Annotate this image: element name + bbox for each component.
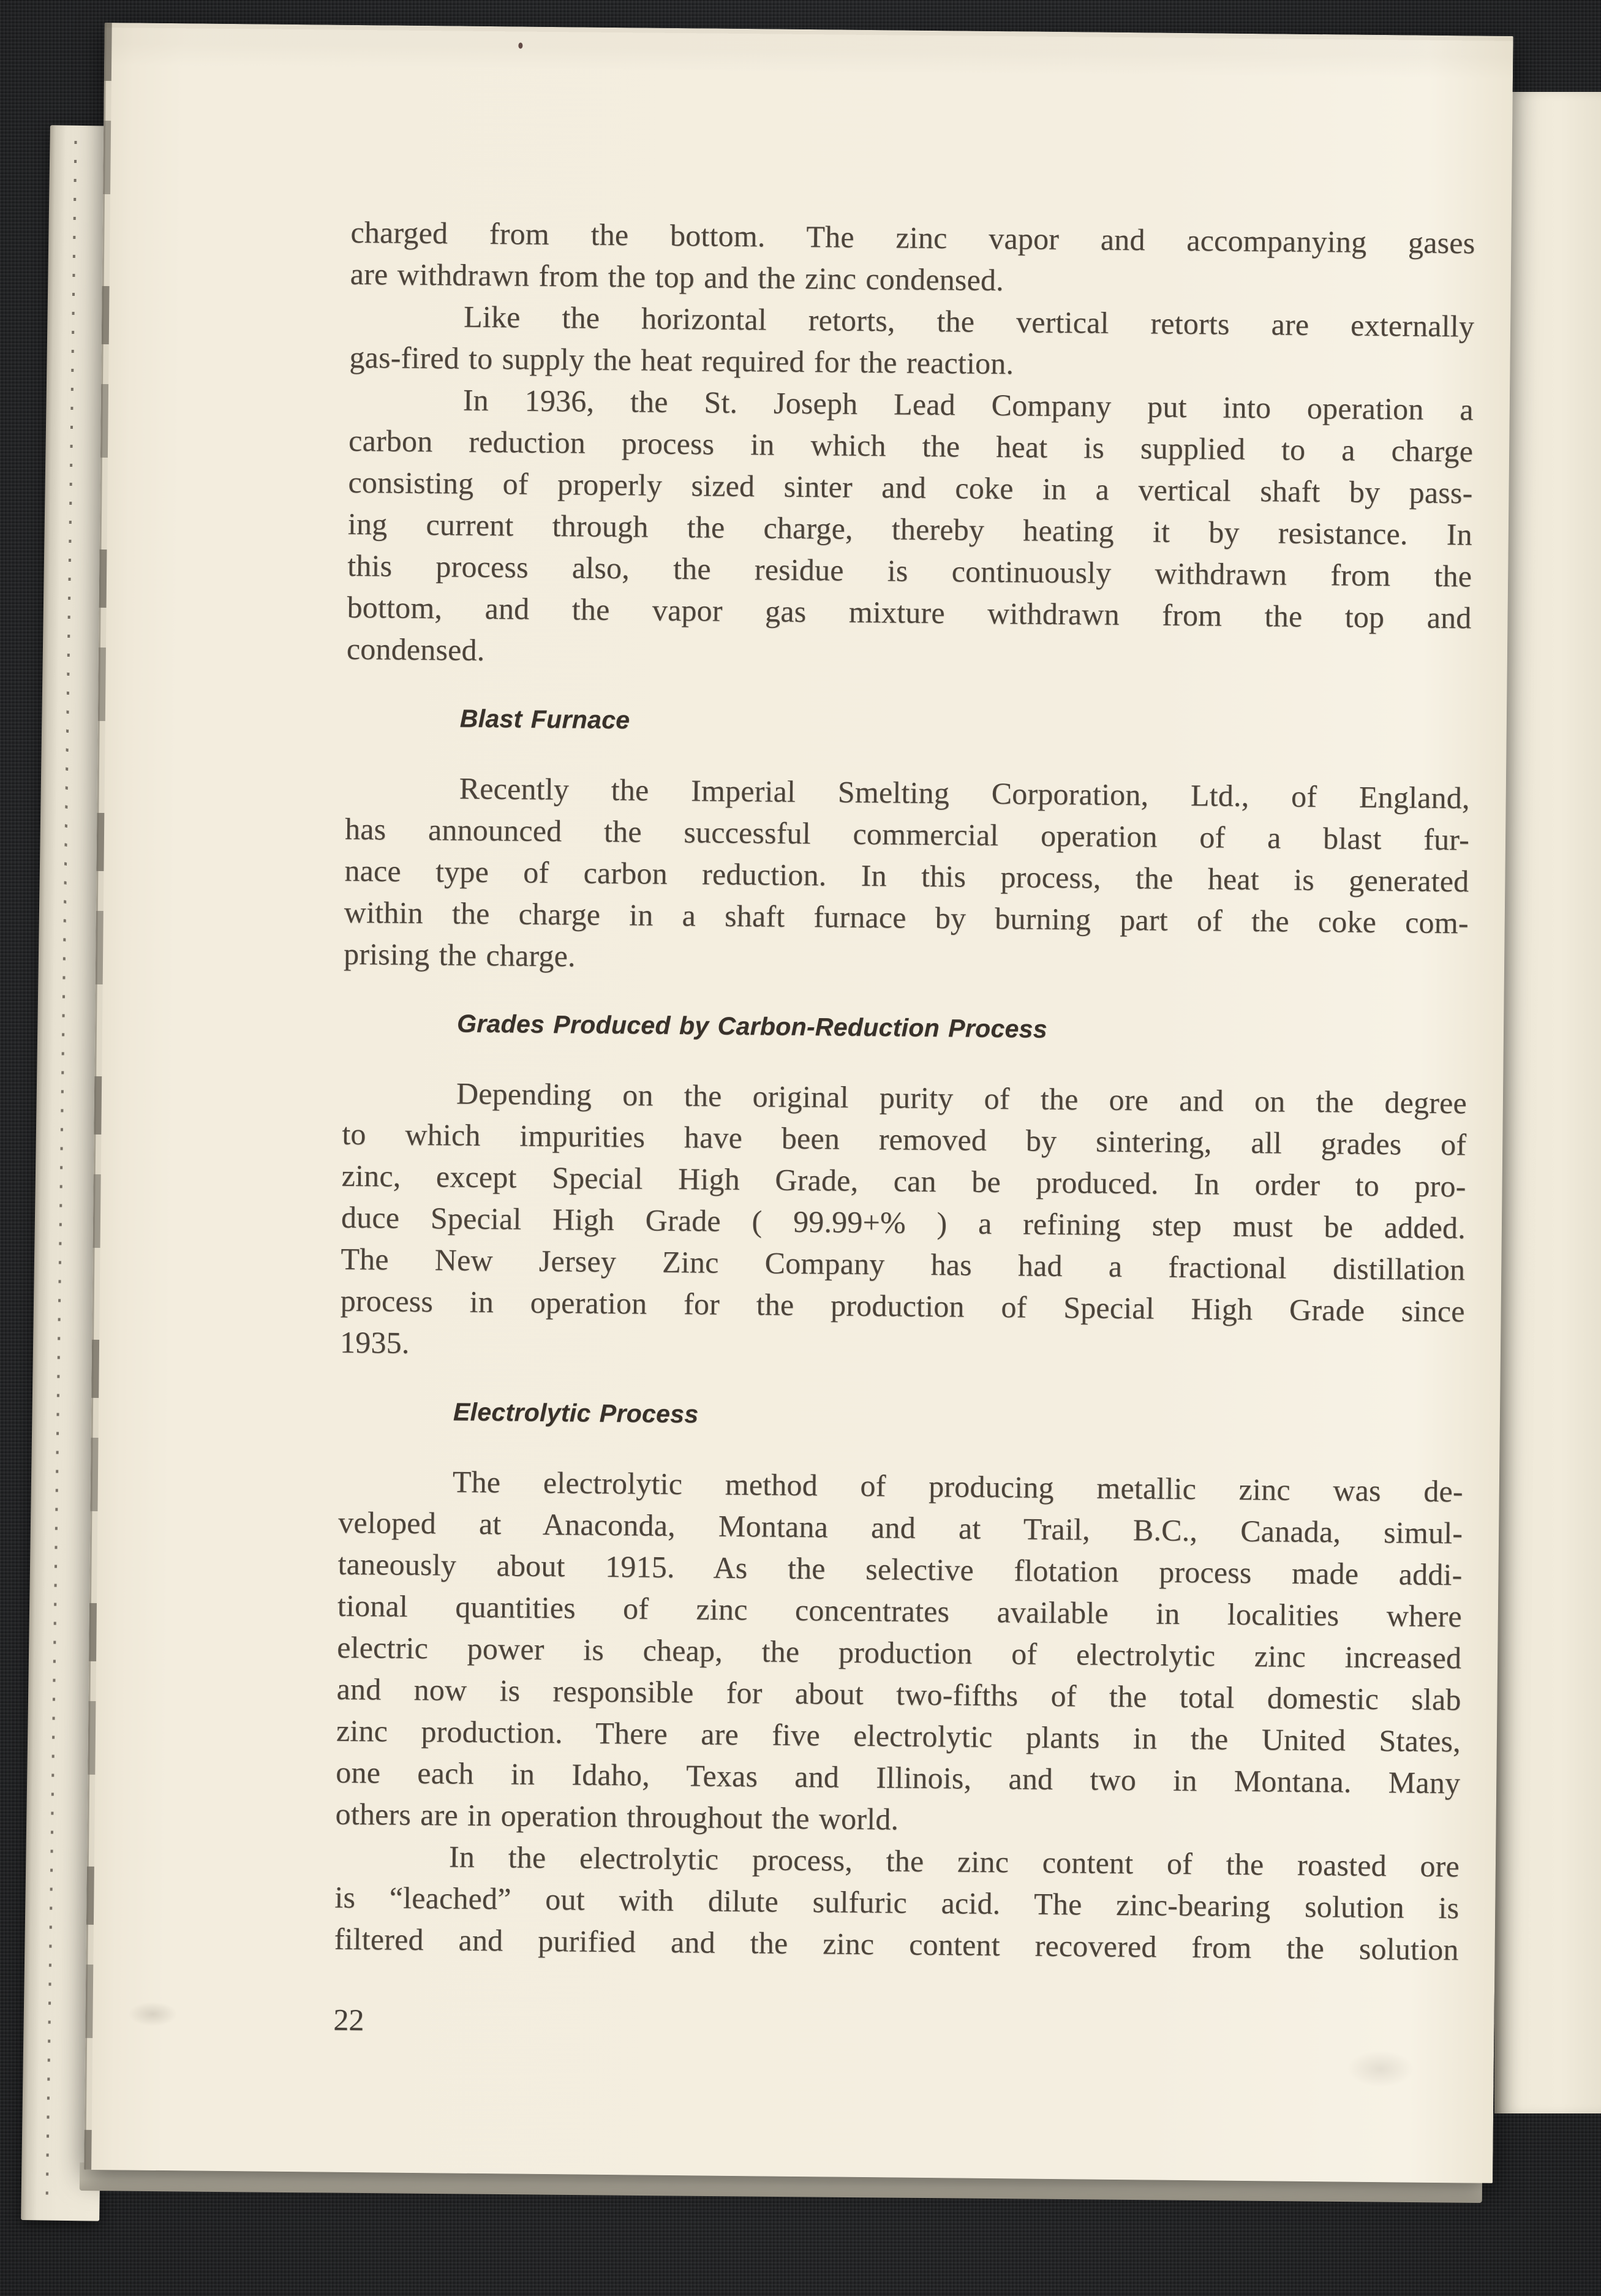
text-line: tional quantities of zinc concentrates available in localities where — [337, 1588, 1463, 1634]
text-line: is “leached” out with dilute sulfuric acid. The zinc-bearing solution is — [334, 1879, 1460, 1925]
text-line: 1935. — [339, 1324, 410, 1360]
section-heading: Blast Furnace — [459, 704, 630, 734]
paper-smudge — [1346, 2050, 1414, 2088]
text-line: one each in Idaho, Texas and Illinois, and two in Montana. Many — [336, 1754, 1461, 1800]
binding-dots — [45, 141, 77, 2208]
section-heading: Grades Produced by Carbon-Reduction Process — [456, 1009, 1048, 1043]
text-line: In the electrolytic process, the zinc content of the roasted ore — [448, 1839, 1460, 1884]
page-number-folio: 22 — [333, 2002, 364, 2037]
text-line: bottom, and the vapor gas mixture withdrawn from the top and — [347, 589, 1472, 635]
text-line: and now is responsible for about two-fifths of the total domestic slab — [336, 1671, 1461, 1717]
text-line: prising the charge. — [343, 936, 576, 973]
text-line: has announced the successful commercial operation of a blast fur- — [344, 811, 1470, 857]
text-line: are withdrawn from the top and the zinc condensed. — [350, 256, 1004, 298]
text-line: to which impurities have been removed by sintering, all grades of — [342, 1116, 1467, 1162]
paper-smudge — [128, 2001, 177, 2026]
text-line: The electrolytic method of producing metallic zinc was de- — [452, 1464, 1464, 1509]
text-line: electric power is cheap, the production of electrolytic zinc increased — [337, 1629, 1462, 1675]
text-line: this process also, the residue is continuously withdrawn from the — [347, 548, 1472, 594]
text-line: duce Special High Grade ( 99.99+% ) a refining step must be added. — [341, 1199, 1466, 1245]
text-line: veloped at Anaconda, Montana and at Trail, B.C., Canada, simul- — [337, 1505, 1463, 1550]
text-line: gas-fired to supply the heat required for the reaction. — [349, 339, 1014, 381]
text-line: Like the horizontal retorts, the vertical retorts are externally — [463, 299, 1475, 344]
text-line: filtered and purified and the zinc content recovered from the solution — [334, 1921, 1459, 1967]
section-heading: Electrolytic Process — [453, 1397, 699, 1429]
text-line: The New Jersey Zinc Company has had a fractional distillation — [341, 1241, 1466, 1287]
book-page — [84, 23, 1513, 2183]
dust-speck — [518, 42, 522, 48]
text-line: zinc, except Special High Grade, can be produced. In order to pro- — [341, 1158, 1466, 1204]
text-line: process in operation for the production of Special High Grade since — [340, 1283, 1465, 1329]
text-line: Depending on the original purity of the ore and on the degree — [456, 1076, 1467, 1120]
text-line: In 1936, the St. Joseph Lead Company put into operation a — [462, 382, 1474, 427]
text-line: Recently the Imperial Smelting Corporation, Ltd., of England, — [459, 771, 1470, 815]
text-line: nace type of carbon reduction. In this process, the heat is generated — [344, 853, 1469, 899]
page-text-flow — [334, 211, 1475, 1970]
text-line: taneously about 1915. As the selective flotation process made addi- — [337, 1546, 1463, 1592]
text-line: charged from the bottom. The zinc vapor and accompanying gases — [350, 214, 1475, 260]
next-page-edge — [1494, 92, 1601, 2113]
text-line: ing current through the charge, thereby heating it by resistance. In — [347, 506, 1473, 552]
text-line: carbon reduction process in which the heat is supplied to a charge — [348, 423, 1474, 469]
text-line: condensed. — [346, 631, 485, 667]
text-line: within the charge in a shaft furnace by burning part of the coke com- — [344, 894, 1469, 940]
text-line: zinc production. There are five electrolytic plants in the United States, — [336, 1713, 1461, 1759]
text-line: others are in operation throughout the world. — [335, 1796, 899, 1837]
text-line: consisting of properly sized sinter and coke in a vertical shaft by pass- — [348, 464, 1473, 510]
